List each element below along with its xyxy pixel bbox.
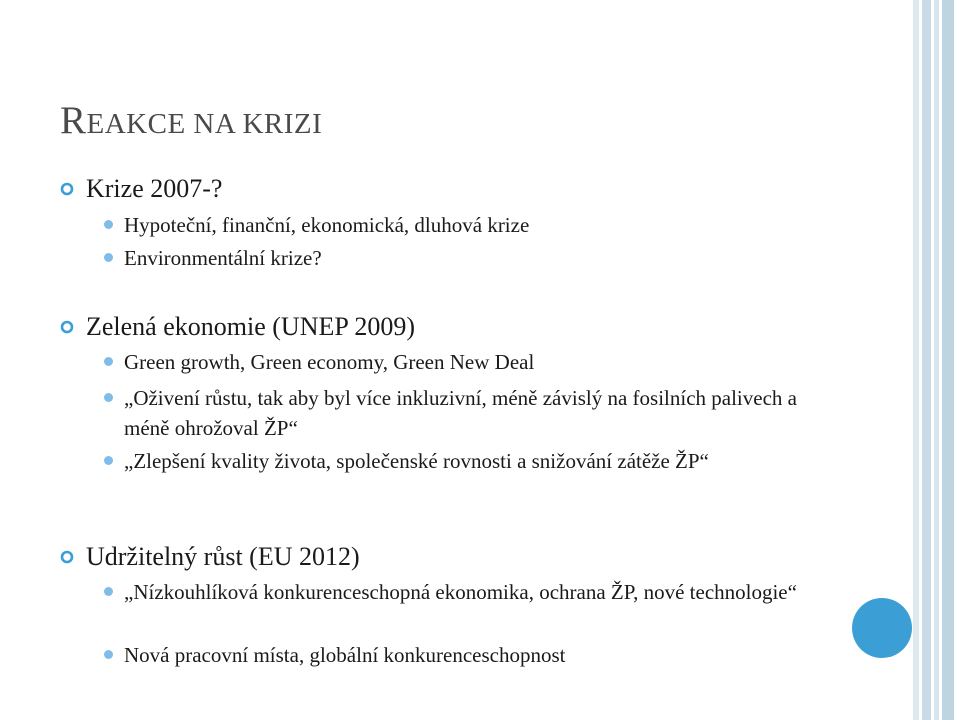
stripe xyxy=(942,0,954,720)
decorative-circle xyxy=(852,598,912,658)
stripe xyxy=(922,0,931,720)
stripe xyxy=(934,0,939,720)
section-heading: Udržitelný růst (EU 2012) xyxy=(86,542,360,571)
decorative-stripes xyxy=(911,0,959,720)
dot-bullet-icon xyxy=(104,357,113,366)
bullet-text: „Oživení růstu, tak aby byl více inkluzivní, méně závislý na fosilních palivech a méně ohrožoval ŽP“ xyxy=(124,386,797,440)
ring-bullet-icon xyxy=(60,550,74,564)
dot-bullet-icon xyxy=(104,587,113,596)
section-heading: Krize 2007-? xyxy=(86,174,223,203)
dot-bullet-icon xyxy=(104,220,113,229)
bullet-text: Nová pracovní místa, globální konkurenceschopnost xyxy=(124,643,566,667)
slide-title xyxy=(60,98,322,143)
bullet-text: „Nízkouhlíková konkurenceschopná ekonomika, ochrana ŽP, nové technologie“ xyxy=(124,580,797,604)
dot-bullet-icon xyxy=(104,456,113,465)
bullet-text: Environmentální krize? xyxy=(124,246,322,270)
bullet-text: Hypoteční, finanční, ekonomická, dluhová krize xyxy=(124,213,530,237)
bullet-text: „Zlepšení kvality života, společenské rovnosti a snižování zátěže ŽP“ xyxy=(124,449,709,473)
title-rest: EAKCE NA KRIZI xyxy=(86,108,323,140)
dot-bullet-icon xyxy=(104,650,113,659)
title-initial: R xyxy=(60,99,87,142)
section-heading: Zelená ekonomie (UNEP 2009) xyxy=(86,312,415,341)
ring-bullet-icon xyxy=(60,182,74,196)
dot-bullet-icon xyxy=(104,253,113,262)
bullet-text: Green growth, Green economy, Green New Deal xyxy=(124,350,535,374)
stripe xyxy=(913,0,919,720)
dot-bullet-icon xyxy=(104,393,113,402)
ring-bullet-icon xyxy=(60,320,74,334)
